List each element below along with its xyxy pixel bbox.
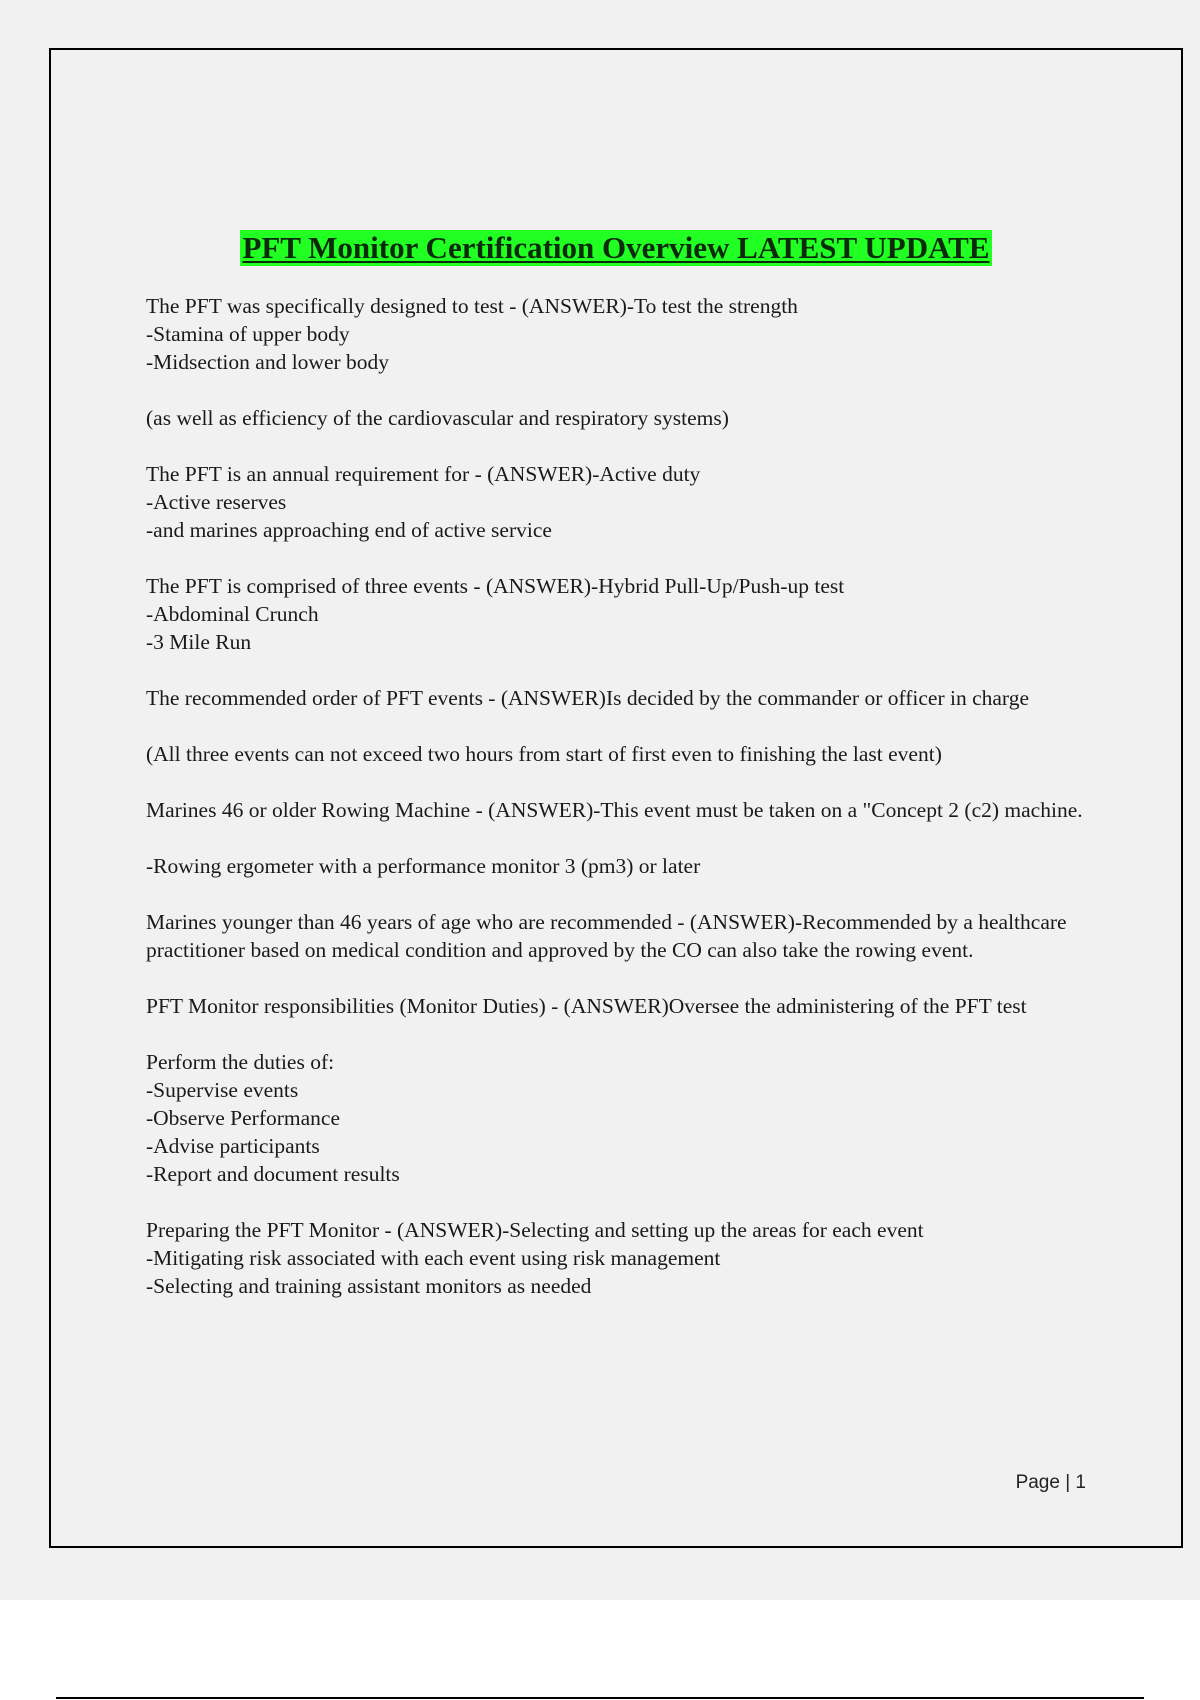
text-line: The PFT is an annual requirement for - (ANSWER)-Active duty [146,462,701,486]
text-line: Perform the duties of: [146,1050,335,1074]
text-line: -Midsection and lower body [146,350,390,374]
paragraph [146,908,1106,964]
text-line: -Stamina of upper body [146,322,350,346]
text-line: -Supervise events [146,1078,299,1102]
title-container [51,230,1181,266]
paragraph [146,852,1106,880]
text-line: The PFT was specifically designed to test - (ANSWER)-To test the strength [146,294,798,318]
text-line: -Rowing ergometer with a performance monitor 3 (pm3) or later [146,854,701,878]
text-line: Marines younger than 46 years of age who are recommended - (ANSWER)-Recommended by a healthcare practitioner based on medical condition and approved by the CO can also take the rowing event. [146,910,1067,962]
paragraph [146,404,1106,432]
text-line: -3 Mile Run [146,630,252,654]
text-line: -Abdominal Crunch [146,602,319,626]
text-line: PFT Monitor responsibilities (Monitor Duties) - (ANSWER)Oversee the administering of the PFT test [146,994,1027,1018]
text-line: Preparing the PFT Monitor - (ANSWER)-Selecting and setting up the areas for each event [146,1218,924,1242]
document-page [49,48,1183,1548]
paragraph [146,684,1106,712]
text-line: (as well as efficiency of the cardiovascular and respiratory systems) [146,406,729,430]
text-line: -Report and document results [146,1162,400,1186]
text-line: -Mitigating risk associated with each event using risk management [146,1246,721,1270]
paragraph [146,292,1106,376]
paragraph [146,460,1106,544]
paragraph [146,1216,1106,1300]
text-line: The recommended order of PFT events - (ANSWER)Is decided by the commander or officer in charge [146,686,1030,710]
text-line: -Observe Performance [146,1106,341,1130]
text-line: -Active reserves [146,490,287,514]
page-number: Page | 1 [1015,1472,1086,1493]
text-line: -and marines approaching end of active service [146,518,552,542]
paragraph [146,740,1106,768]
paragraph [146,572,1106,656]
paragraph [146,1048,1106,1188]
document-body [146,292,1106,1328]
paragraph [146,796,1106,824]
text-line: (All three events can not exceed two hours from start of first even to finishing the last event) [146,742,942,766]
text-line: Marines 46 or older Rowing Machine - (ANSWER)-This event must be taken on a "Concept 2 (c2) machine. [146,798,1083,822]
text-line: The PFT is comprised of three events - (ANSWER)-Hybrid Pull-Up/Push-up test [146,574,845,598]
paragraph [146,992,1106,1020]
text-line: -Selecting and training assistant monitors as needed [146,1274,592,1298]
next-page-divider [56,1697,1144,1699]
text-line: -Advise participants [146,1134,320,1158]
document-title: PFT Monitor Certification Overview LATEST UPDATE [242,230,990,265]
